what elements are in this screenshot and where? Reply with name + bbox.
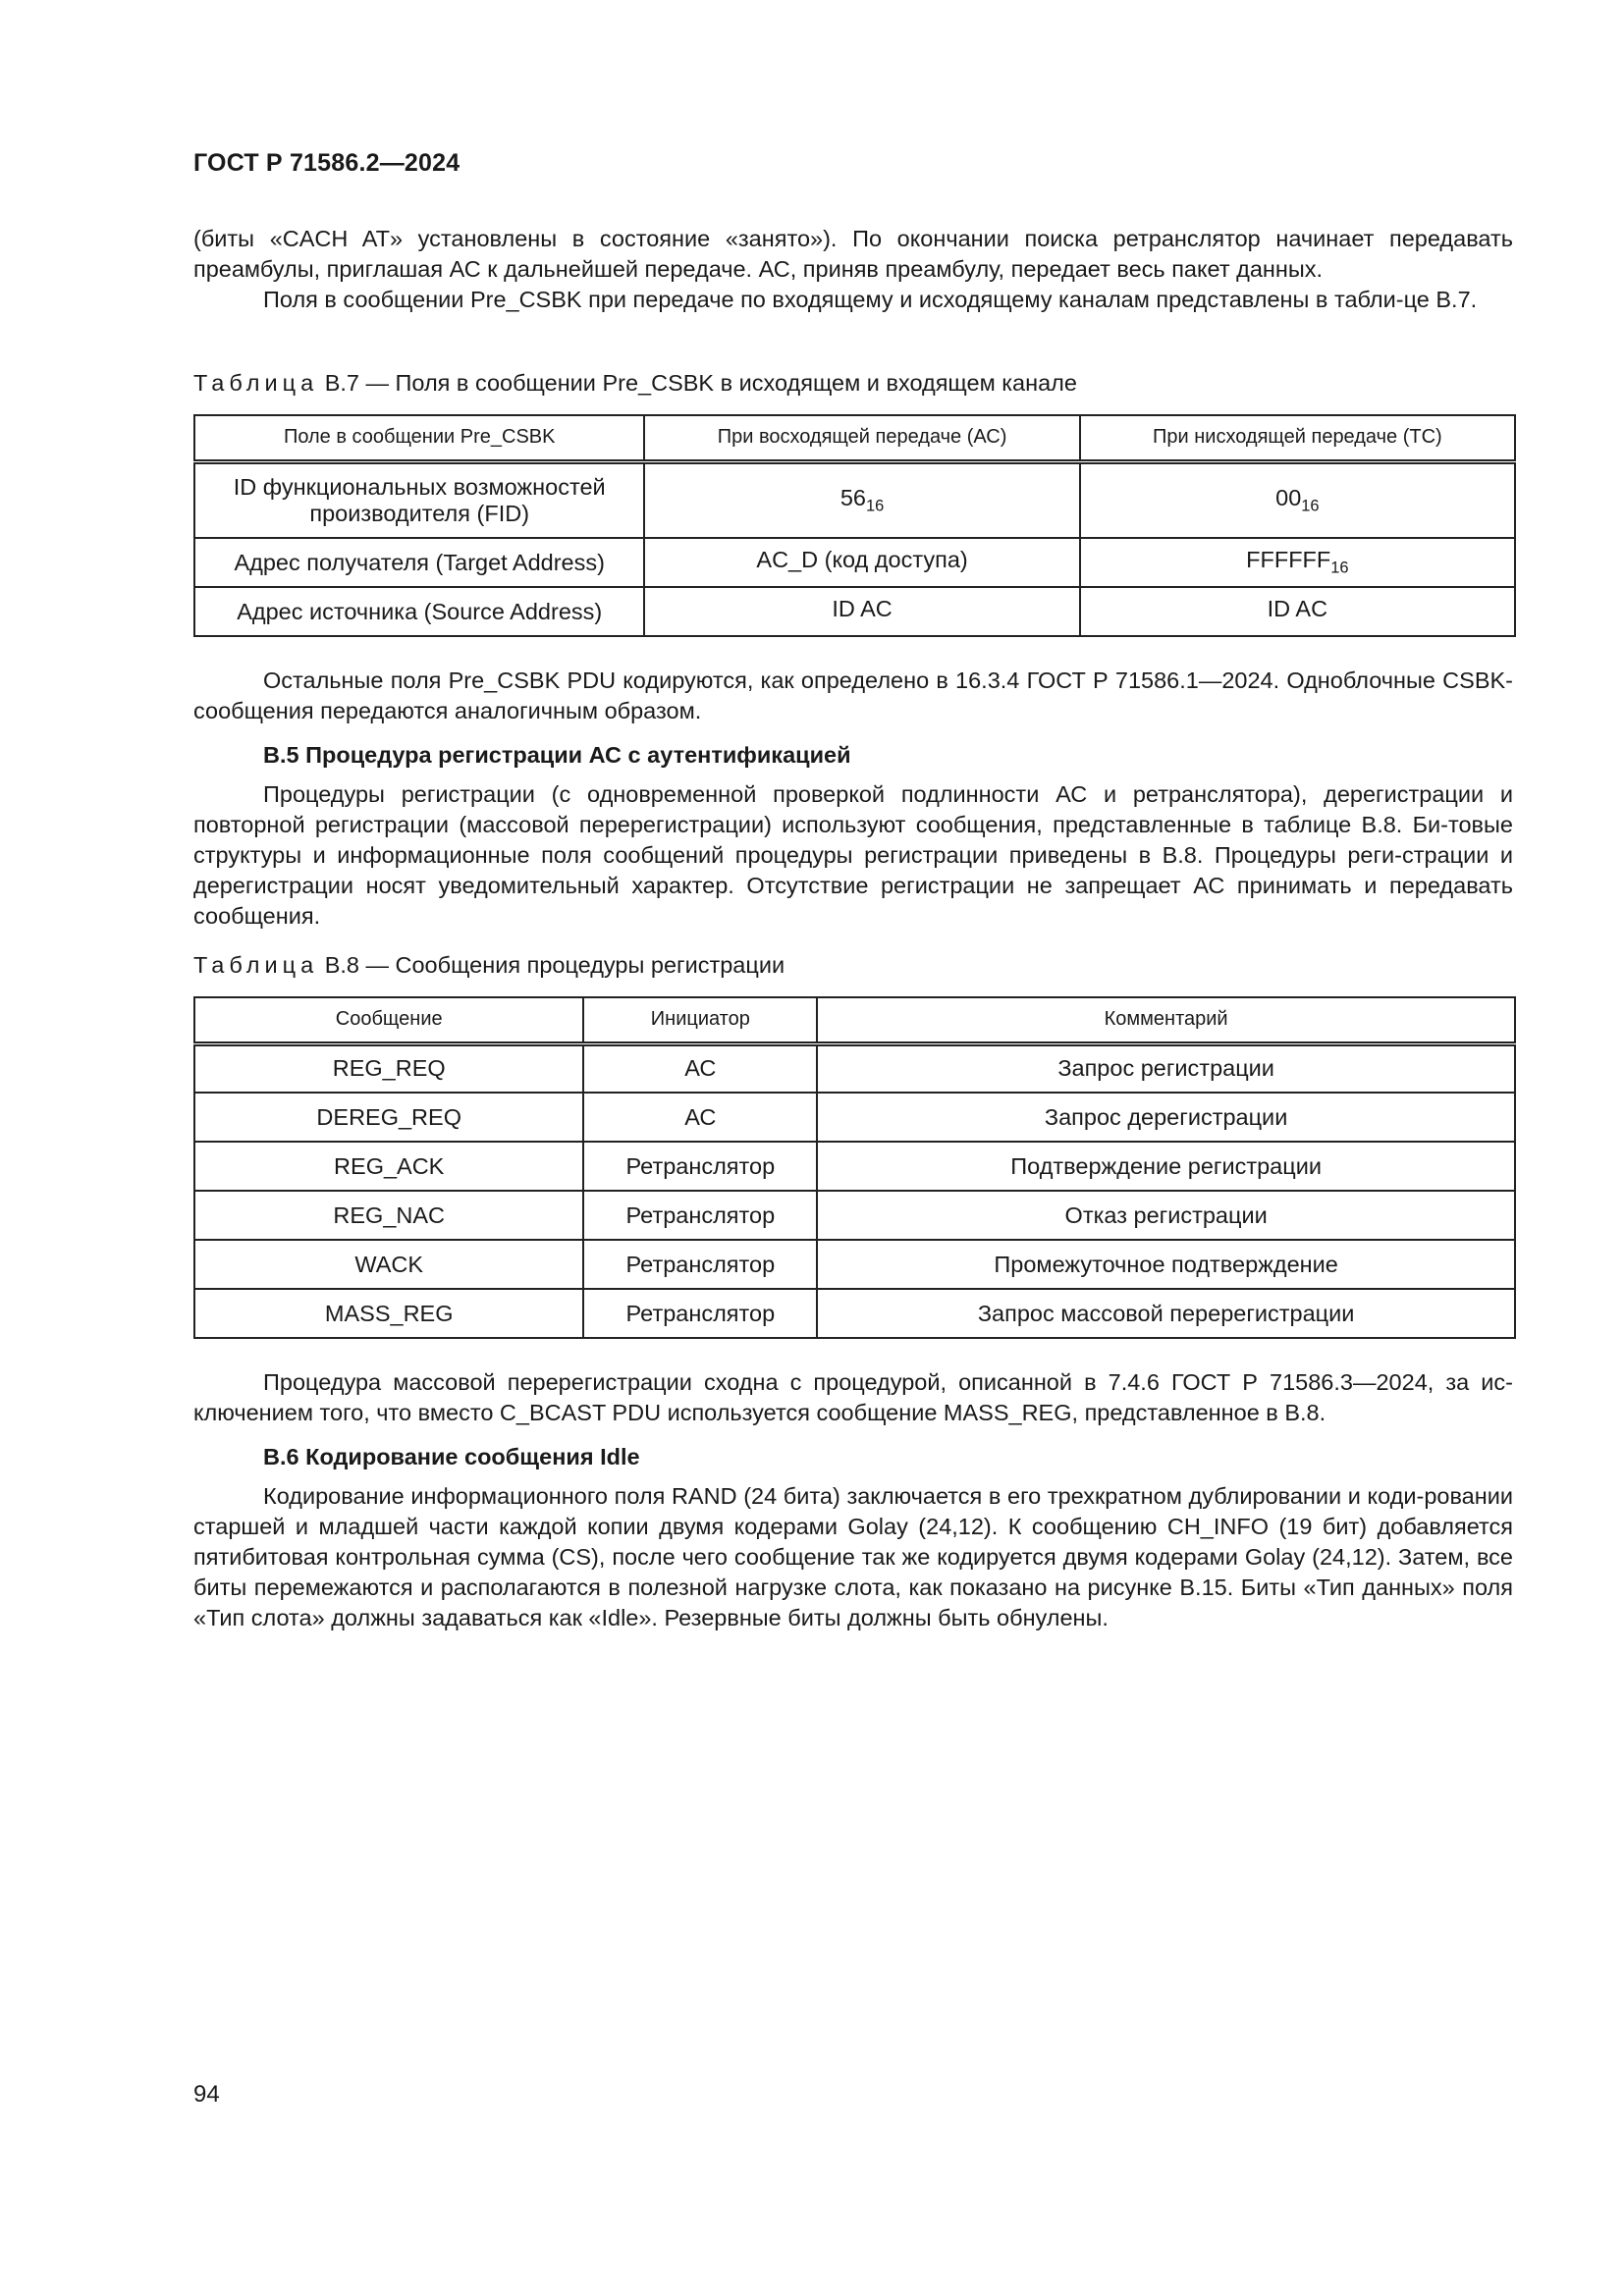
table-cell: Ретранслятор bbox=[583, 1289, 817, 1338]
table-cell: Отказ регистрации bbox=[817, 1191, 1515, 1240]
caption-word: Таблица bbox=[193, 370, 319, 396]
table-row bbox=[194, 1043, 1515, 1093]
table-cell: $FFFFFF_{16}$ bbox=[1080, 538, 1515, 587]
paragraph bbox=[193, 1367, 1513, 1428]
column-header: При восходящей передаче (АС) bbox=[644, 415, 1079, 461]
column-header: При нисходящей передаче (ТС) bbox=[1080, 415, 1515, 461]
paragraph bbox=[193, 224, 1513, 285]
table-row bbox=[194, 461, 1515, 538]
paragraph bbox=[193, 666, 1513, 726]
paragraph-text: Остальные поля Pre_CSBK PDU кодируются, как определено в 16.3.4 ГОСТ Р 71586.1—2024. Одноблочные CSBK-сообщения передаются аналогичным образом. bbox=[193, 667, 1513, 723]
page-title: ГОСТ Р 71586.2—2024 bbox=[193, 149, 460, 177]
paragraph-text: Процедуры регистрации (с одновременной проверкой подлинности АС и ретранслятора), дерегистрации и повторной регистрации (массовой перерегистрации) используют сообщения, представленные в таблице В.8. Би-товые структуры и информационные поля сообщений процедуры регистрации приведены в В.8. Процедуры реги-страции и дерегистрации носят уведомительный характер. Отсутствие регистрации не запрещает АС принимать и передавать сообщения. bbox=[193, 781, 1513, 929]
table-header-row bbox=[194, 415, 1515, 461]
caption-text: В.8 — Сообщения процедуры регистрации bbox=[324, 952, 785, 978]
paragraph-text: (биты «CACH AT» установлены в состояние «занято»). По окончании поиска ретранслятор начинает передавать преамбулы, приглашая АС к дальнейшей передаче. АС, приняв преамбулу, передает весь пакет данных. bbox=[193, 226, 1513, 282]
table-cell: ID AC bbox=[1080, 587, 1515, 636]
table-cell: Запрос дерегистрации bbox=[817, 1093, 1515, 1142]
table-cell: Ретранслятор bbox=[583, 1240, 817, 1289]
paragraph-text: Процедура массовой перерегистрации сходна с процедурой, описанной в 7.4.6 ГОСТ Р 71586.3—2024, за ис-ключением того, что вместо C_BCAST PDU используется сообщение MASS_REG, представленное в В.8. bbox=[193, 1369, 1513, 1425]
table-row bbox=[194, 1191, 1515, 1240]
table-row bbox=[194, 587, 1515, 636]
column-header: Поле в сообщении Pre_CSBK bbox=[194, 415, 644, 461]
table-b8 bbox=[193, 996, 1516, 1339]
paragraph bbox=[193, 779, 1513, 932]
table-cell: ID AC bbox=[644, 587, 1079, 636]
paragraph-text: Кодирование информационного поля RAND (24 бита) заключается в его трехкратном дублировании и коди-ровании старшей и младшей части каждой копии двумя кодерами Golay (24,12). К сообщению CH_INFO (19 бит) добавляется пятибитовая контрольная сумма (CS), после чего сообщение так же кодируется двумя кодерами Golay (24,12). Затем, все биты перемежаются и располагаются в полезной нагрузке слота, как показано на рисунке В.15. Биты «Тип данных» поля «Тип слота» должны задаваться как «Idle». Резервные биты должны быть обнулены. bbox=[193, 1483, 1513, 1630]
table-cell: WACK bbox=[194, 1240, 583, 1289]
caption-word: Таблица bbox=[193, 952, 319, 978]
table-b7 bbox=[193, 414, 1516, 637]
table-row bbox=[194, 538, 1515, 587]
table-cell: ID функциональных возможностей производителя (FID) bbox=[194, 461, 644, 538]
table-cell: $00_{16}$ bbox=[1080, 461, 1515, 538]
table-cell: Адрес источника (Source Address) bbox=[194, 587, 644, 636]
table-b8-caption bbox=[193, 952, 785, 979]
paragraph bbox=[193, 1481, 1513, 1633]
table-header-row bbox=[194, 997, 1515, 1043]
table-cell: АС bbox=[583, 1043, 817, 1093]
table-cell: Запрос массовой перерегистрации bbox=[817, 1289, 1515, 1338]
table-cell: MASS_REG bbox=[194, 1289, 583, 1338]
table-cell: REG_NAC bbox=[194, 1191, 583, 1240]
page-number: 94 bbox=[193, 2081, 220, 2108]
section-heading: В.5 Процедура регистрации АС с аутентификацией bbox=[263, 742, 851, 768]
table-cell: Промежуточное подтверждение bbox=[817, 1240, 1515, 1289]
table-cell: $56_{16}$ bbox=[644, 461, 1079, 538]
column-header: Комментарий bbox=[817, 997, 1515, 1043]
table-cell: REG_REQ bbox=[194, 1043, 583, 1093]
table-cell: Адрес получателя (Target Address) bbox=[194, 538, 644, 587]
table-cell: Ретранслятор bbox=[583, 1191, 817, 1240]
table-row bbox=[194, 1093, 1515, 1142]
paragraph bbox=[193, 285, 1513, 315]
table-cell: АС bbox=[583, 1093, 817, 1142]
table-cell: REG_ACK bbox=[194, 1142, 583, 1191]
table-row bbox=[194, 1142, 1515, 1191]
section-heading: В.6 Кодирование сообщения Idle bbox=[263, 1444, 640, 1469]
column-header: Инициатор bbox=[583, 997, 817, 1043]
table-cell: DEREG_REQ bbox=[194, 1093, 583, 1142]
table-cell: Ретранслятор bbox=[583, 1142, 817, 1191]
column-header: Сообщение bbox=[194, 997, 583, 1043]
table-row bbox=[194, 1289, 1515, 1338]
table-row bbox=[194, 1240, 1515, 1289]
table-cell: Подтверждение регистрации bbox=[817, 1142, 1515, 1191]
table-cell: AC_D (код доступа) bbox=[644, 538, 1079, 587]
caption-text: В.7 — Поля в сообщении Pre_CSBK в исходящем и входящем канале bbox=[324, 370, 1077, 396]
table-cell: Запрос регистрации bbox=[817, 1043, 1515, 1093]
table-b7-caption bbox=[193, 370, 1077, 397]
paragraph-text: Поля в сообщении Pre_CSBK при передаче по входящему и исходящему каналам представлены в табли-це В.7. bbox=[263, 287, 1478, 312]
